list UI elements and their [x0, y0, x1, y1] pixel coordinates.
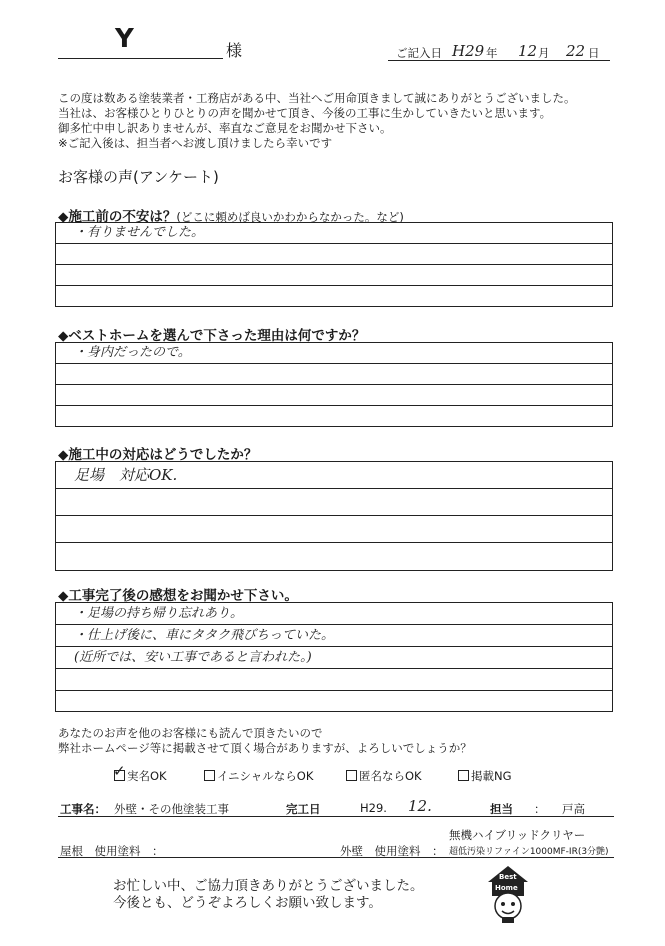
option-label: 匿名ならOK — [359, 769, 422, 783]
answer-line[interactable] — [56, 489, 612, 516]
survey-title: お客様の声(アンケート) — [58, 168, 219, 186]
date-month: 12 — [518, 42, 538, 60]
date-day-unit: 日 — [588, 46, 600, 60]
answer-line[interactable] — [56, 286, 612, 306]
best-home-logo — [486, 864, 530, 924]
staff-sep: ： — [534, 802, 546, 816]
work-name-label: 工事名： — [60, 802, 106, 816]
answer-line[interactable] — [56, 669, 612, 691]
checkbox-icon[interactable] — [113, 762, 126, 781]
answer-line[interactable]: ・身内だったので。 — [56, 343, 612, 364]
checkbox-icon[interactable] — [346, 770, 357, 781]
answer-box — [55, 342, 613, 427]
option-no-publish[interactable] — [458, 768, 512, 784]
intro-line: この度は数ある塗装業者・工務店がある中、当社へご用命頂きまして誠にありがとうございました。 — [58, 91, 576, 105]
option-initial[interactable] — [204, 768, 313, 784]
option-real-name[interactable] — [113, 762, 167, 784]
answer-line[interactable] — [56, 244, 612, 265]
answer-line[interactable]: ・足場の持ち帰り忘れあり。 — [56, 603, 612, 625]
wall-paint-product: 無機ハイブリッドクリヤー — [449, 828, 586, 842]
question-text: ◆工事完了後の感想をお聞かせ下さい。 — [58, 588, 298, 604]
answer-line[interactable]: ・有りませんでした。 — [56, 223, 612, 244]
intro-line: 当社は、お客様ひとりひとりの声を聞かせて頂き、今後の工事に生かしていきたいと思います。 — [58, 106, 552, 120]
customer-name-line — [58, 30, 223, 59]
question-text: ◆ベストホームを選んで下さった理由は何ですか？ — [58, 328, 366, 344]
answer-line[interactable] — [56, 691, 612, 711]
customer-name: Y — [115, 24, 134, 54]
answer-box — [55, 222, 613, 307]
answer-box — [55, 461, 613, 571]
intro-line: ※ご記入後は、担当者へお渡し頂けましたら幸いです — [58, 136, 333, 150]
date-era: H29 — [452, 42, 485, 60]
completion-value: H29. — [360, 801, 387, 815]
question-title — [58, 584, 298, 604]
question-title — [58, 324, 365, 344]
work-name-value: 外壁・その他塗装工事 — [114, 802, 229, 816]
staff-value: 戸高 — [562, 802, 585, 816]
wall-paint-label: 外壁 使用塗料 ： — [340, 844, 444, 858]
answer-line[interactable]: ・仕上げ後に、車にタタク飛びちっていた。 — [56, 625, 612, 647]
intro-line: 御多忙中申し訳ありませんが、率直なご意見をお聞かせ下さい。 — [58, 121, 392, 135]
honorific: 様 — [226, 41, 243, 60]
answer-line[interactable] — [56, 385, 612, 406]
answer-line[interactable] — [56, 543, 612, 570]
option-label: イニシャルならOK — [217, 769, 314, 783]
question-title — [58, 443, 257, 463]
date-year-unit: 年 — [486, 46, 498, 60]
closing-line: 今後とも、どうぞよろしくお願い致します。 — [113, 895, 382, 911]
answer-box — [55, 602, 613, 712]
completion-month: 12. — [408, 797, 432, 815]
question-text: ◆施工前の不安は？ — [58, 209, 177, 225]
checkbox-icon[interactable] — [458, 770, 469, 781]
date-label: ご記入日 — [396, 46, 442, 60]
wall-paint-detail: 超低汚染リファイン1000MF-IR(3分艶) — [449, 847, 609, 857]
logo-text-home: Home — [495, 884, 518, 892]
question-text: ◆施工中の対応はどうでしたか？ — [58, 447, 258, 463]
answer-line[interactable] — [56, 265, 612, 286]
checkbox-icon[interactable] — [204, 770, 215, 781]
option-label: 掲載NG — [471, 769, 512, 783]
answer-line[interactable] — [56, 364, 612, 385]
intro-text — [58, 91, 638, 151]
roof-paint-label: 屋根 使用塗料 ： — [60, 844, 164, 858]
option-label: 実名OK — [127, 769, 167, 783]
permission-line: あなたのお声を他のお客様にも読んで頂きたいので — [58, 726, 323, 740]
answer-line[interactable] — [56, 406, 612, 426]
question-sub: (どこに頼めば良いかわからなかった。など) — [176, 210, 404, 224]
date-month-unit: 月 — [538, 46, 550, 60]
permission-line: 弊社ホームページ等に掲載させて頂く場合がありますが、よろしいでしょうか？ — [58, 741, 472, 755]
answer-line[interactable]: 足場 対応OK. — [56, 462, 612, 489]
logo-text-best: Best — [499, 873, 517, 881]
completion-label: 完工日 — [286, 802, 321, 816]
answer-line[interactable] — [56, 516, 612, 543]
check-mark-icon: ✓ — [113, 762, 126, 780]
thanks-line: お忙しい中、ご協力頂きありがとうございました。 — [113, 878, 424, 894]
staff-label: 担当 — [490, 802, 513, 816]
date-day: 22 — [566, 42, 586, 60]
option-anonymous[interactable] — [346, 768, 422, 784]
answer-line[interactable]: (近所では、安い工事であると言われた。) — [56, 647, 612, 669]
